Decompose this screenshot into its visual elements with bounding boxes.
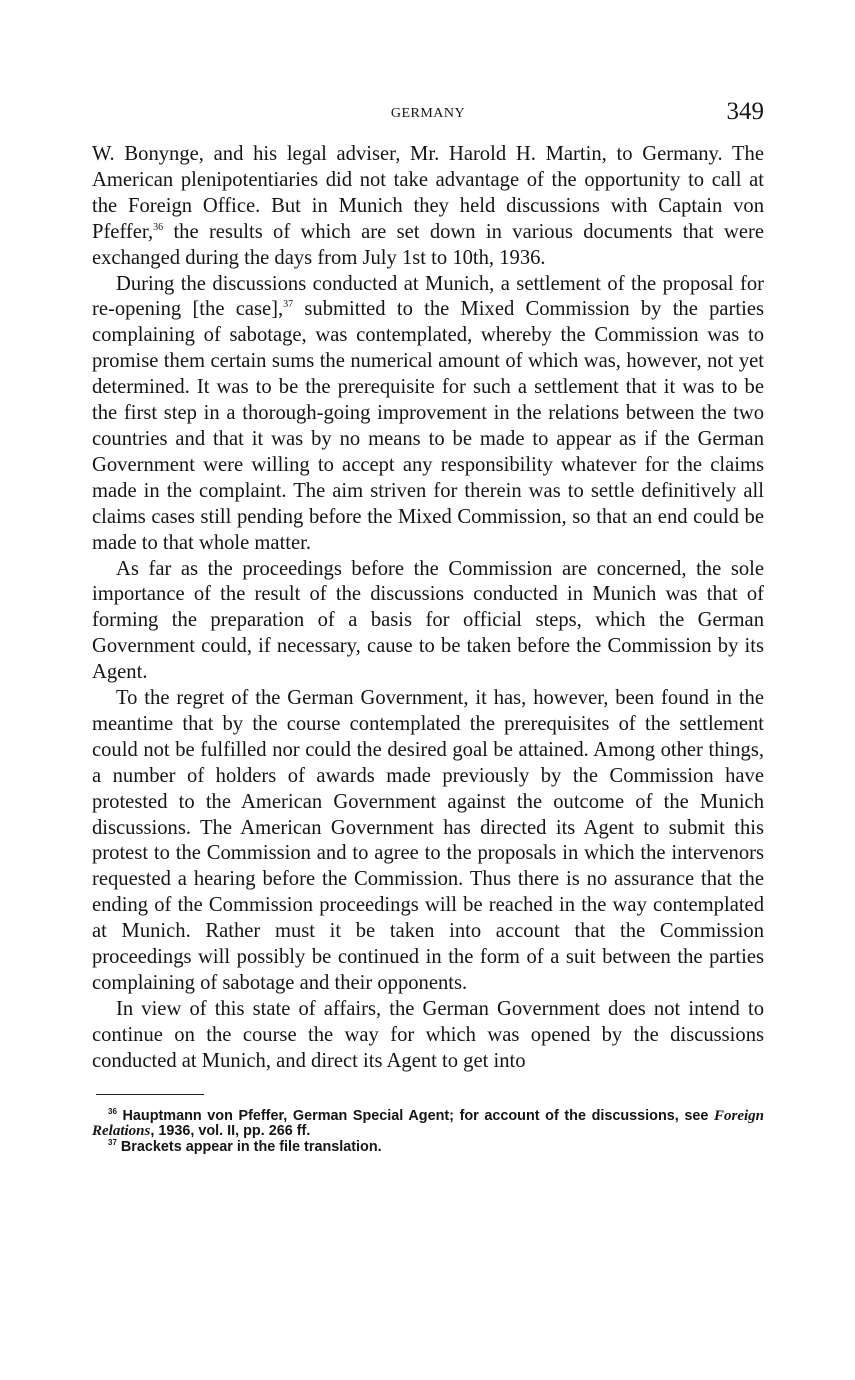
paragraph-text: As far as the proceedings before the Commission are concerned, the sole importance of the result of the discussions conducted in Munich was that of forming the preparation of a basis for official steps, which the German Government could, if necessary, cause to be taken before the Commission by its Agent. <box>92 557 764 684</box>
footnote-text-continued: , 1936, vol. II, pp. 266 ff. <box>150 1123 311 1140</box>
footnote-text: Brackets appear in the file translation. <box>120 1138 382 1155</box>
paragraph-text: During the discussions conducted at Munich, a settlement of the proposal for re-opening [the case], <box>92 272 764 321</box>
footnote-citation-title: Foreign Relations <box>92 1107 765 1140</box>
footnote-text: Hauptmann von Pfeffer, German Special Agent; for account of the discussions, see <box>122 1107 714 1124</box>
page-header <box>92 98 764 138</box>
paragraph-text: To the regret of the German Government, it has, however, been found in the meantime that by the course contemplated the prerequisites of the settlement could not be fulfilled nor could the desired goal be attained. Among other things, a number of holders of awards made previously by the Commission have protested to the American Government against the outcome of the Munich discussions. The American Government has directed its Agent to submit this protest to the Commission and to agree to the proposals in which the intervenors requested a hearing before the Commission. Thus there is no assurance that the ending of the Commission proceedings will be reached in the way contemplated at Munich. Rather must it be taken into account that the Commission proceedings will possibly be continued in the form of a suit between the parties complaining of sabotage and their opponents. <box>92 687 764 994</box>
footnote <box>92 1106 765 1140</box>
footnote-marker: 36 <box>108 1106 117 1116</box>
footnote-marker: 37 <box>108 1137 117 1147</box>
footnote-divider <box>96 1094 204 1095</box>
paragraph <box>92 557 764 687</box>
paragraph <box>92 997 764 1075</box>
footnote <box>92 1137 764 1156</box>
body-text <box>92 142 764 1075</box>
paragraph <box>92 272 764 557</box>
paragraph-text: W. Bonynge, and his legal adviser, Mr. Harold H. Martin, to Germany. The American plenipotentiaries did not take advantage of the opportunity to call at the Foreign Office. But in Munich they held discussions with Captain von Pfeffer, <box>92 143 764 243</box>
paragraph <box>92 142 764 272</box>
footnotes <box>92 1106 765 1156</box>
running-head: GERMANY <box>390 106 466 121</box>
paragraph <box>92 686 764 997</box>
paragraph-text-continued: submitted to the Mixed Commission by the parties complaining of sabotage, was contemplated, whereby the Commission was to promise them certain sums the numerical amount of which was, however, not yet determined. It was to be the prerequisite for such a settlement that it was to be the first step in a thorough-going improvement in the relations between the two countries and that it was by no means to be made to appear as if the German Government were willing to accept any responsibility whatever for the claims made in the complaint. The aim striven for therein was to settle definitively all claims cases still pending before the Mixed Commission, so that an end could be made to that whole matter. <box>92 298 764 554</box>
paragraph-text-continued: the results of which are set down in various documents that were exchanged during the days from July 1st to 10th, 1936. <box>92 220 764 269</box>
footnote-ref: 37 <box>283 299 294 311</box>
page-number: 349 <box>726 98 764 125</box>
footnote-ref: 36 <box>153 221 164 233</box>
paragraph-text: In view of this state of affairs, the German Government does not intend to continue on the course the way for which was opened by the discussions conducted at Munich, and direct its Agent to get into <box>92 997 764 1072</box>
document-page <box>92 98 764 1155</box>
